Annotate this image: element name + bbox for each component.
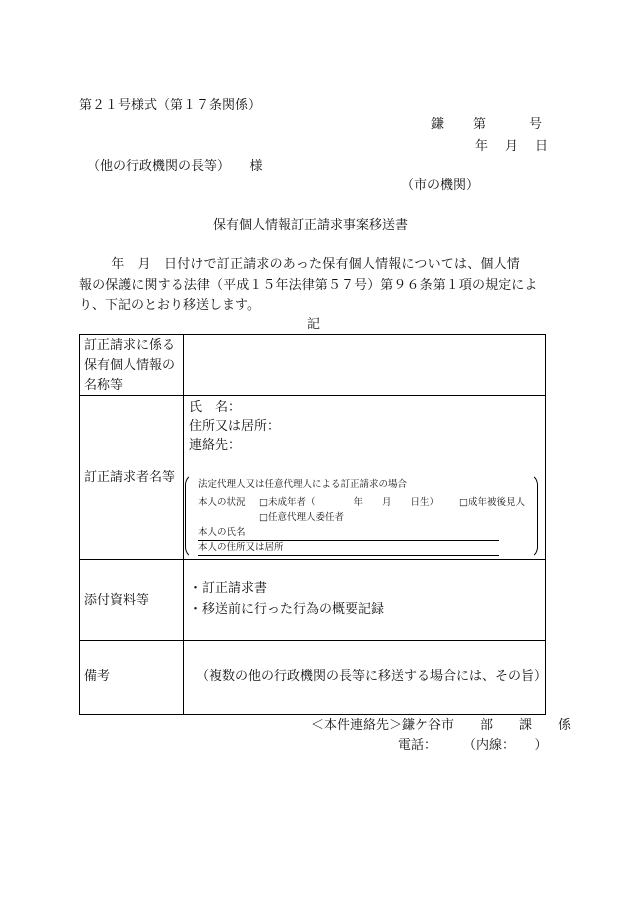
form-table [79,334,546,715]
requester-label: 訂正請求者名等 [84,470,176,485]
contact-line-2: 電話： （内線： ） [398,738,548,753]
date-line: 年 月 日 [475,139,551,154]
remarks-label: 備考 [84,669,111,684]
body-line-1: 年 月 日付けで訂正請求のあった保有個人情報については、個人情 [98,257,521,272]
sender: （市の機関） [401,178,480,193]
row-divider [80,640,545,641]
body-line-2: 報の保護に関する法律（平成１５年法律第５７号）第９６条第１項の規定によ [79,278,538,293]
form-number: 第２１号様式（第１７条関係） [79,98,262,113]
body-line-3: り、下記のとおり移送します。 [79,298,260,313]
adult-guardian-checkbox[interactable]: □成年被後見人 [459,497,525,508]
attachment-item: ・移送前に行った行為の概要記録 [189,602,385,617]
target-info-label-line: 名称等 [84,378,124,393]
minor-checkbox[interactable]: □未成年者（ 年 月 日生） [259,497,439,508]
addressee: （他の行政機関の長等） 様 [87,159,263,174]
delegate-checkbox[interactable]: □任意代理人委任者 [259,512,344,523]
principal-name-underline [198,540,499,541]
document-title: 保有個人情報訂正請求事案移送書 [213,218,409,233]
requester-address-field: 住所又は居所： [189,419,281,434]
ki-heading: 記 [307,317,321,332]
agent-heading: 法定代理人又は任意代理人による訂正請求の場合 [198,479,408,490]
contact-line-1: ＜本件連絡先＞鎌ケ谷市 部 課 係 [311,718,572,733]
reference-number: 鎌 第 号 [431,117,544,132]
principal-name-label: 本人の氏名 [198,527,246,538]
column-divider [183,335,184,714]
target-info-label [84,336,175,396]
requester-contact-field: 連絡先： [189,438,242,453]
target-info-label-line: 保有個人情報の [84,358,176,373]
principal-address-label: 本人の住所又は居所 [198,542,284,553]
attachment-item: ・訂正請求書 [189,581,268,596]
attachments-label: 添付資料等 [84,593,150,608]
row-divider [80,559,545,560]
principal-status-label: 本人の状況 [198,497,246,508]
requester-name-field: 氏 名： [189,400,242,415]
remarks-text: （複数の他の行政機関の長等に移送する場合には、その旨） [196,669,548,684]
principal-address-underline [198,555,499,556]
target-info-label-line: 訂正請求に係る [84,338,176,353]
